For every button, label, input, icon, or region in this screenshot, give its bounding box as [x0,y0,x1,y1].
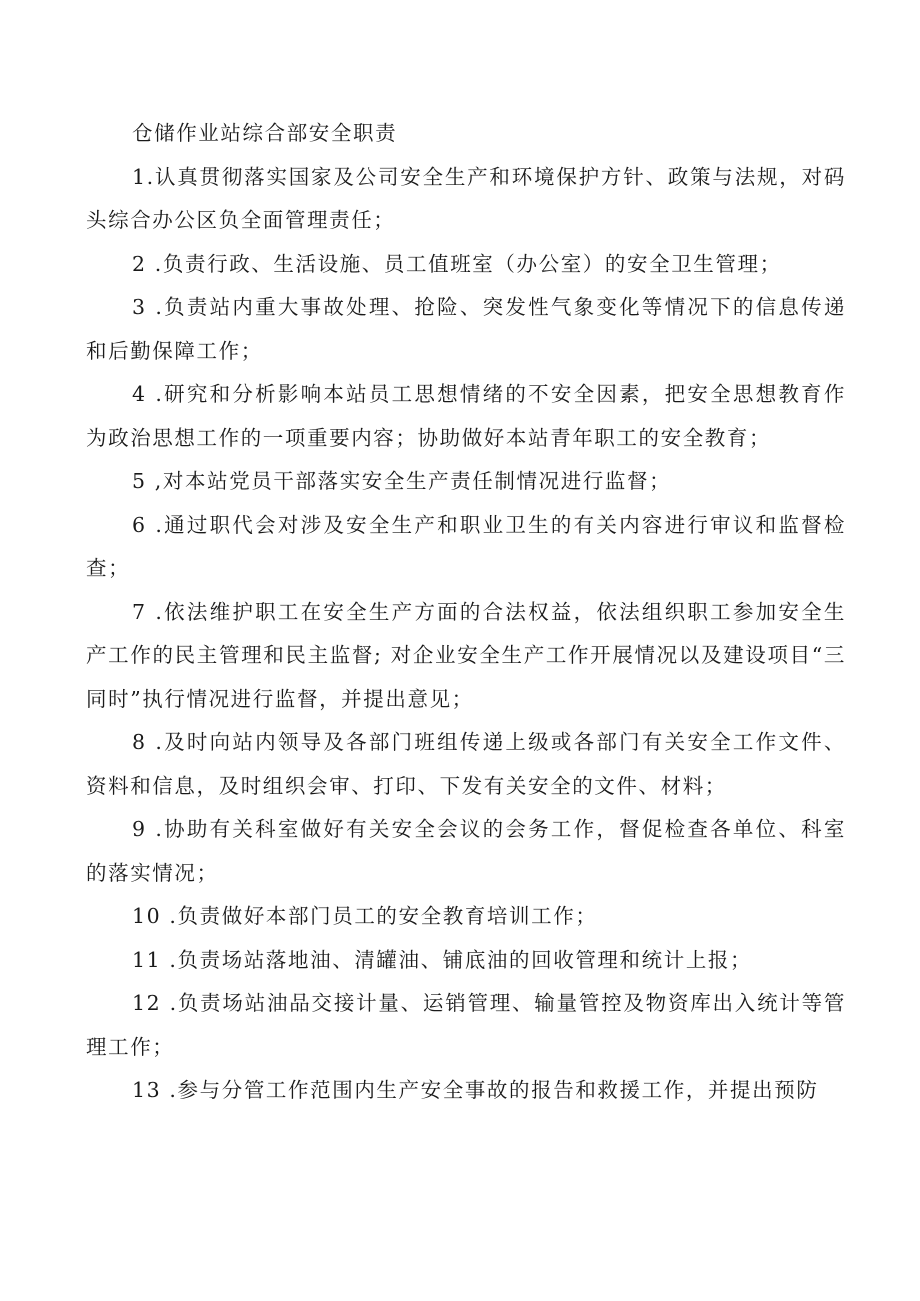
item-number: 9 . [132,817,164,841]
list-item [86,721,846,808]
list-item [86,156,846,243]
item-number: 8 . [132,730,164,754]
document-body [86,112,846,1113]
item-text: 参与分管工作范围内生产安全事故的报告和救援工作，并提出预防 [177,1078,819,1102]
item-number: 10 . [132,904,178,928]
item-number: 12 . [132,991,178,1015]
list-item [86,243,846,287]
item-text: 通过职代会对涉及安全生产和职业卫生的有关内容进行审议和监督检查； [86,512,846,580]
item-number: 11 . [132,947,178,972]
item-number: 3 . [132,295,164,319]
item-text: 及时向站内领导及各部门班组传递上级或各部门有关安全工作文件、资料和信息，及时组织会审、打印、下发有关安全的文件、材料； [86,730,846,798]
item-text: 协助有关科室做好有关安全会议的会务工作，督促检查各单位、科室的落实情况； [86,817,846,885]
list-item [86,1069,846,1113]
list-item [86,939,846,983]
list-item [86,504,846,591]
item-number: 5 , [132,469,163,493]
item-text: 对本站党员干部落实安全生产责任制情况进行监督； [162,469,672,493]
list-item [86,895,846,939]
item-text: 研究和分析影响本站员工思想情绪的不安全因素，把安全思想教育作为政治思想工作的一项重要内容；协助做好本站青年职工的安全教育； [86,382,846,450]
list-item [86,982,846,1069]
document-title: 仓储作业站综合部安全职责 [132,121,398,145]
item-number: 6 . [132,512,164,537]
list-item [86,460,846,504]
item-text: 负责场站油品交接计量、运销管理、输量管控及物资库出入统计等管理工作； [86,991,846,1059]
list-item [86,591,846,722]
item-text: 负责做好本部门员工的安全教育培训工作； [177,904,598,928]
item-number: 4 . [132,382,164,406]
item-text: 负责行政、生活设施、员工值班室（办公室）的安全卫生管理； [162,251,782,276]
list-item [86,373,846,460]
list-item [86,808,846,895]
item-text: 负责场站落地油、清罐油、铺底油的回收管理和统计上报； [177,947,753,972]
item-text: 认真贯彻落实国家及公司安全生产和环境保护方针、政策与法规，对码头综合办公区负全面管理责任； [86,164,846,232]
item-number: 2 . [132,251,163,276]
list-item [86,286,846,373]
item-number: 1. [132,164,155,189]
item-number: 13 . [132,1078,178,1102]
item-text: 负责站内重大事故处理、抢险、突发性气象变化等情况下的信息传递和后勤保障工作； [86,295,846,363]
item-number: 7 . [132,599,164,624]
item-text: 依法维护职工在安全生产方面的合法权益，依法组织职工参加安全生产工作的民主管理和民主监督; 对企业安全生产工作开展情况以及建设项目“三同时”执行情况进行监督，并提出意见； [86,599,846,711]
